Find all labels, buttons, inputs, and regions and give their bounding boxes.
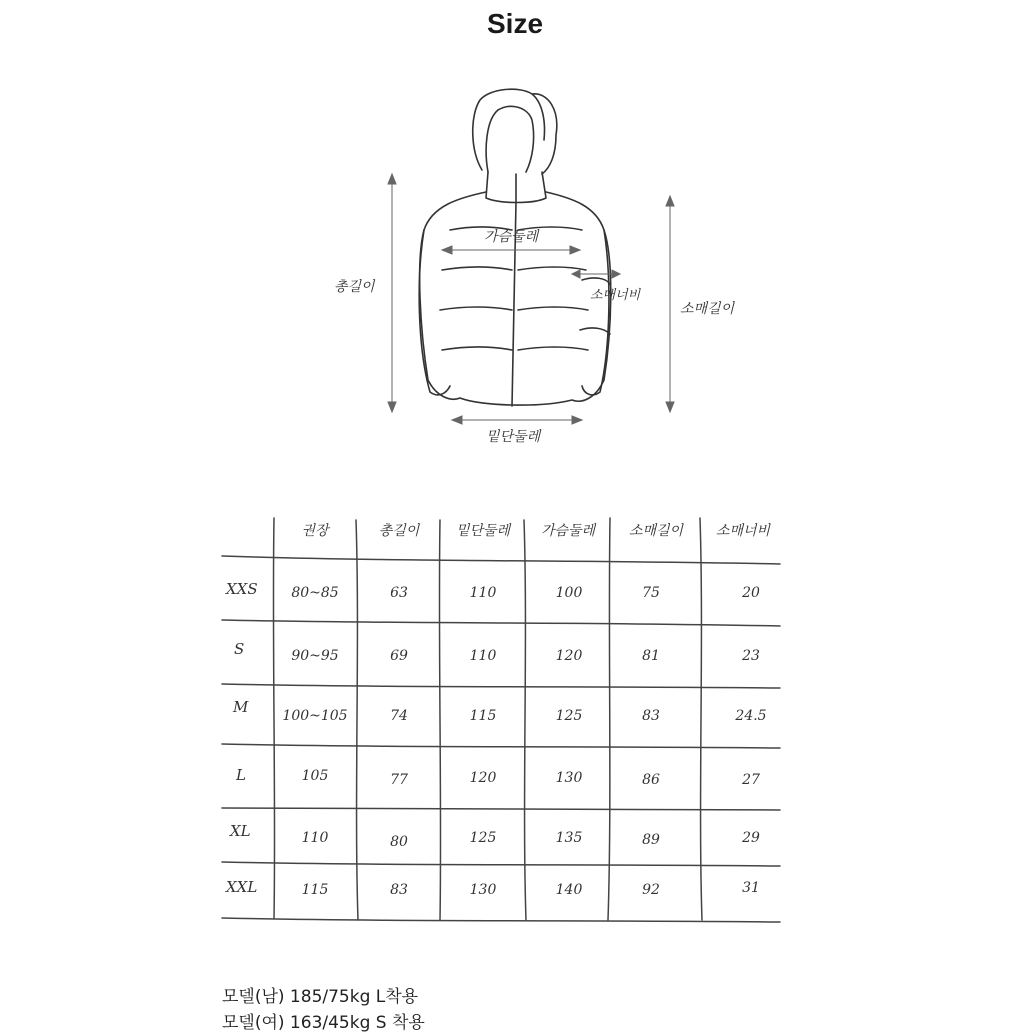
header-sleeve-width: 소매너비 <box>715 523 771 539</box>
size-label: XL <box>230 822 251 840</box>
table-cell: 100 <box>555 585 583 601</box>
table-cell: 105 <box>301 768 329 784</box>
total-length-label: 총길이 <box>334 279 375 295</box>
table-cell: 74 <box>390 708 408 724</box>
size-label: XXS <box>226 580 258 598</box>
table-cell: 83 <box>642 708 660 724</box>
table-cell: 77 <box>390 772 408 788</box>
table-cell: 24.5 <box>735 708 767 724</box>
table-cell: 120 <box>555 648 583 664</box>
size-label: XXL <box>226 878 258 896</box>
table-cell: 110 <box>469 648 497 664</box>
table-cell: 63 <box>390 585 408 601</box>
header-sleeve-length: 소매길이 <box>628 523 684 539</box>
table-cell: 130 <box>469 882 497 898</box>
table-cell: 80~85 <box>291 585 339 601</box>
table-cell: 110 <box>301 830 329 846</box>
table-cell: 29 <box>742 830 760 846</box>
header-chest: 가슴둘레 <box>540 523 596 539</box>
table-cell: 115 <box>301 882 329 898</box>
sleeve-width-label: 소매너비 <box>590 288 641 303</box>
table-cell: 90~95 <box>291 648 339 664</box>
header-total-length: 총길이 <box>378 523 420 539</box>
sleeve-length-label: 소매길이 <box>680 301 735 317</box>
table-cell: 120 <box>469 770 497 786</box>
size-label: S <box>234 640 245 658</box>
table-cell: 23 <box>742 648 760 664</box>
table-cell: 110 <box>469 585 497 601</box>
header-recommended: 권장 <box>301 523 329 539</box>
table-cell: 92 <box>642 882 660 898</box>
table-cell: 125 <box>555 708 583 724</box>
table-cell: 20 <box>742 585 760 601</box>
chest-label: 가슴둘레 <box>484 229 539 245</box>
table-cell: 69 <box>390 648 408 664</box>
table-cell: 89 <box>642 832 660 848</box>
page-title: Size <box>486 8 544 39</box>
hem-label: 밑단둘레 <box>486 429 541 445</box>
table-cell: 81 <box>642 648 660 664</box>
table-cell: 83 <box>390 882 408 898</box>
table-cell: 75 <box>642 585 660 601</box>
table-cell: 125 <box>469 830 497 846</box>
table-cell: 86 <box>642 772 660 788</box>
header-hem: 밑단둘레 <box>455 523 511 539</box>
size-label: M <box>233 698 249 716</box>
jacket-sketch-diagram <box>320 80 700 460</box>
table-cell: 31 <box>742 880 760 896</box>
size-label: L <box>236 766 246 784</box>
table-cell: 100~105 <box>282 708 348 724</box>
table-cell: 135 <box>555 830 583 846</box>
table-cell: 80 <box>390 834 408 850</box>
table-cell: 130 <box>555 770 583 786</box>
table-cell: 115 <box>469 708 497 724</box>
table-cell: 140 <box>555 882 583 898</box>
model-info-male: 모델(남) 185/75kg L착용 <box>222 987 419 1007</box>
table-cell: 27 <box>742 772 760 788</box>
model-info-female: 모델(여) 163/45kg S 착용 <box>222 1013 425 1033</box>
